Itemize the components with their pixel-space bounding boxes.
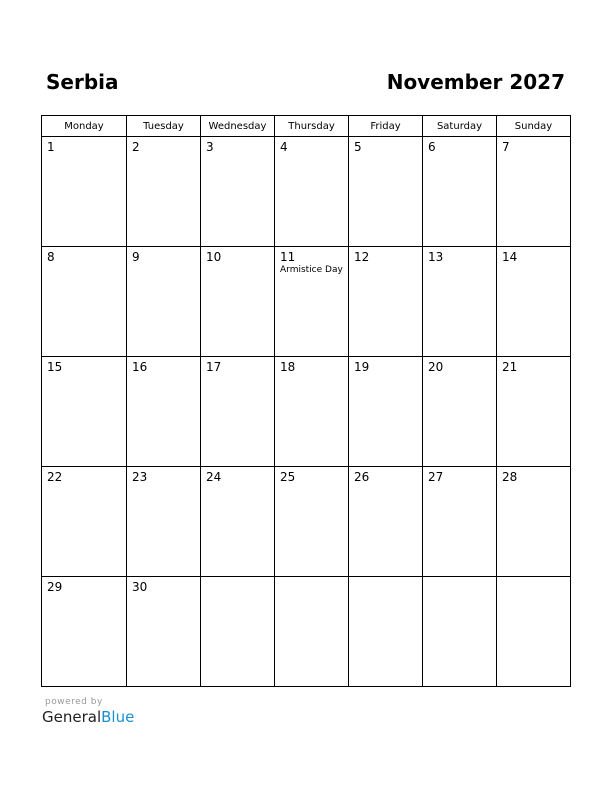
day-cell-empty — [497, 577, 571, 687]
day-cell — [201, 467, 275, 577]
logo-text-blue: Blue — [101, 708, 135, 726]
weekday-header: Wednesday — [201, 116, 275, 137]
day-cell — [497, 357, 571, 467]
weekday-header: Friday — [349, 116, 423, 137]
weekday-header: Tuesday — [127, 116, 201, 137]
week-row — [42, 137, 571, 247]
day-cell — [127, 247, 201, 357]
day-number: 2 — [132, 140, 140, 154]
day-number: 7 — [502, 140, 510, 154]
day-cell — [127, 137, 201, 247]
day-cell — [497, 467, 571, 577]
weekday-header-row — [42, 116, 571, 137]
day-cell — [349, 357, 423, 467]
day-cell — [275, 357, 349, 467]
calendar-grid — [41, 115, 571, 687]
day-number: 24 — [206, 470, 222, 484]
weekday-header: Saturday — [423, 116, 497, 137]
week-row — [42, 577, 571, 687]
day-cell-empty — [349, 577, 423, 687]
day-cell-empty — [201, 577, 275, 687]
week-row — [42, 247, 571, 357]
powered-by-label: powered by — [45, 697, 103, 707]
day-number: 27 — [428, 470, 444, 484]
day-cell — [127, 467, 201, 577]
day-number — [349, 577, 422, 580]
day-cell — [423, 467, 497, 577]
day-cell — [497, 137, 571, 247]
day-number: 29 — [47, 580, 63, 594]
day-cell-empty — [423, 577, 497, 687]
day-cell — [497, 247, 571, 357]
logo-text-general: General — [42, 708, 102, 726]
day-number: 9 — [132, 250, 140, 264]
day-number: 5 — [354, 140, 362, 154]
day-cell — [42, 137, 127, 247]
day-number: 13 — [428, 250, 444, 264]
day-cell — [349, 467, 423, 577]
day-number: 14 — [502, 250, 518, 264]
day-number — [275, 577, 348, 580]
day-number: 30 — [132, 580, 148, 594]
day-number: 8 — [47, 250, 55, 264]
day-cell — [42, 577, 127, 687]
day-cell — [127, 357, 201, 467]
day-number — [423, 577, 496, 580]
country-title: Serbia — [46, 70, 119, 94]
day-number: 17 — [206, 360, 222, 374]
day-cell — [275, 247, 349, 357]
day-number: 16 — [132, 360, 148, 374]
day-cell — [423, 247, 497, 357]
weekday-header: Sunday — [497, 116, 571, 137]
day-cell — [42, 467, 127, 577]
day-number: 18 — [280, 360, 296, 374]
day-cell — [275, 467, 349, 577]
day-cell — [42, 357, 127, 467]
day-cell — [349, 137, 423, 247]
day-number: 22 — [47, 470, 63, 484]
day-number: 3 — [206, 140, 214, 154]
day-number: 19 — [354, 360, 370, 374]
weekday-header: Monday — [42, 116, 127, 137]
day-number: 28 — [502, 470, 518, 484]
day-cell — [127, 577, 201, 687]
day-number — [201, 577, 274, 580]
day-number: 10 — [206, 250, 222, 264]
day-number: 25 — [280, 470, 296, 484]
day-cell — [201, 137, 275, 247]
day-cell — [423, 137, 497, 247]
day-cell — [423, 357, 497, 467]
holiday-label: Armistice Day — [280, 265, 343, 275]
generalblue-logo[interactable] — [42, 708, 134, 726]
day-number: 20 — [428, 360, 444, 374]
day-number: 1 — [47, 140, 55, 154]
day-cell — [349, 247, 423, 357]
week-row — [42, 357, 571, 467]
day-cell — [201, 357, 275, 467]
day-number — [497, 577, 570, 580]
day-number: 15 — [47, 360, 63, 374]
day-cell — [42, 247, 127, 357]
day-number: 11 — [280, 250, 296, 264]
day-number: 12 — [354, 250, 370, 264]
day-number: 4 — [280, 140, 288, 154]
day-number: 21 — [502, 360, 518, 374]
month-title: November 2027 — [386, 70, 565, 94]
day-number: 23 — [132, 470, 148, 484]
weekday-header: Thursday — [275, 116, 349, 137]
day-cell-empty — [275, 577, 349, 687]
day-cell — [201, 247, 275, 357]
day-number: 6 — [428, 140, 436, 154]
day-number: 26 — [354, 470, 370, 484]
day-cell — [275, 137, 349, 247]
week-row — [42, 467, 571, 577]
